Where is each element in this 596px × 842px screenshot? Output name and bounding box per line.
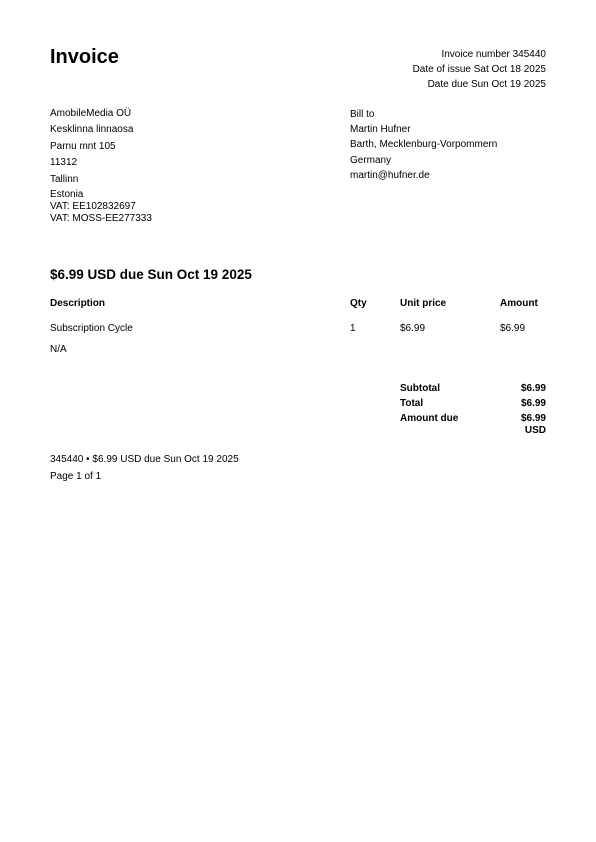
bill-to-name: Martin Hufner	[350, 124, 411, 136]
seller-city: Tallinn	[50, 173, 79, 185]
total-label: Total	[400, 398, 424, 409]
amount-due-currency: USD	[524, 425, 546, 436]
footer	[50, 452, 239, 485]
invoice-number: Invoice number 345440	[441, 49, 546, 60]
bill-to-email: martin@hufner.de	[350, 169, 430, 181]
subtotal-value: $6.99	[520, 383, 546, 394]
item-unit-price: $6.99	[400, 323, 426, 334]
seller-address-line-1: Kesklinna linnaosa	[50, 124, 134, 136]
seller-country: Estonia	[50, 188, 84, 200]
amount-due-value	[521, 413, 546, 437]
bill-to-location: Barth, Mecklenburg-Vorpommern	[350, 139, 498, 151]
column-header-unit-price: Unit price	[400, 298, 447, 309]
item-amount: $6.99	[500, 323, 526, 334]
amount-due-heading: $6.99 USD due Sun Oct 19 2025	[50, 267, 252, 282]
page-number: Page 1 of 1	[50, 470, 102, 482]
item-note: N/A	[50, 344, 67, 355]
column-header-qty: Qty	[350, 298, 367, 309]
seller-name: AmobileMedia OÜ	[50, 108, 132, 119]
invoice-meta	[413, 47, 546, 93]
subtotal-label: Subtotal	[400, 383, 440, 394]
bill-to-heading: Bill to	[350, 109, 375, 120]
seller-vat-2: VAT: MOSS-EE277333	[50, 212, 152, 224]
seller-address	[50, 107, 152, 225]
seller-postal-code: 11312	[50, 157, 78, 169]
amount-due-number: $6.99	[520, 413, 546, 424]
footer-summary: 345440 • $6.99 USD due Sun Oct 19 2025	[50, 454, 239, 465]
column-header-description: Description	[50, 298, 106, 309]
bill-to-country: Germany	[350, 154, 392, 166]
total-value: $6.99	[520, 398, 546, 409]
seller-vat-1: VAT: EE102832697	[50, 200, 136, 212]
item-description: Subscription Cycle	[50, 323, 133, 334]
invoice-title: Invoice	[50, 46, 119, 68]
seller-address-line-2: Parnu mnt 105	[50, 140, 116, 152]
date-due: Date due Sun Oct 19 2025	[427, 79, 546, 91]
amount-due-label: Amount due	[400, 413, 459, 424]
date-of-issue: Date of issue Sat Oct 18 2025	[412, 64, 546, 76]
item-qty: 1	[350, 323, 356, 334]
bill-to-block	[350, 107, 497, 183]
column-header-amount: Amount	[500, 298, 538, 309]
